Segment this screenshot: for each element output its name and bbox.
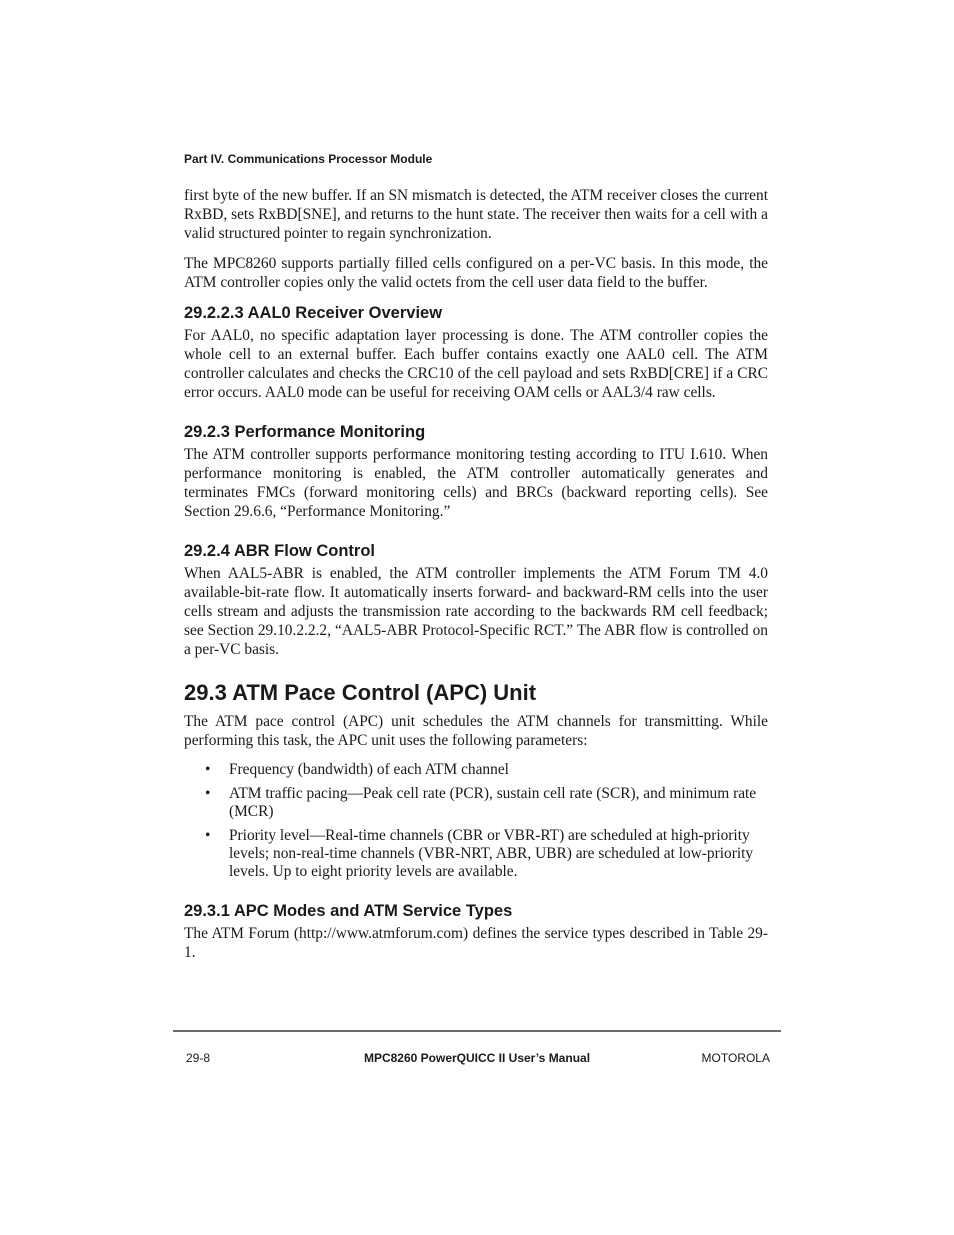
heading-apc-modes: 29.3.1 APC Modes and ATM Service Types xyxy=(184,902,513,920)
page-number: 29-8 xyxy=(186,1051,211,1065)
apc-parameter-list xyxy=(184,761,768,881)
heading-aal0-receiver: 29.2.2.3 AAL0 Receiver Overview xyxy=(184,304,443,322)
paragraph-abr-flow-control: When AAL5-ABR is enabled, the ATM controller implements the ATM Forum TM 4.0 available-bit-rate flow. It automatically inserts forward- and backward-RM cells into the user cells stream and adjusts the transmission rate according to the backwards RM cell feedback; see Section 29.10.2.2.2, “AAL5-ABR Protocol-Specific RCT.” The ABR flow is controlled on a per-VC basis. xyxy=(184,565,768,658)
list-item xyxy=(184,827,768,881)
paragraph-partial-cells: The MPC8260 supports partially filled cells configured on a per-VC basis. In this mode, the ATM controller copies only the valid octets from the cell user data field to the buffer. xyxy=(184,255,768,291)
bullet-icon: • xyxy=(205,785,211,802)
heading-performance-monitoring: 29.2.3 Performance Monitoring xyxy=(184,423,426,441)
list-item-text: ATM traffic pacing—Peak cell rate (PCR), sustain cell rate (SCR), and minimum rate (MCR) xyxy=(229,785,757,820)
bullet-icon: • xyxy=(205,827,211,844)
list-item xyxy=(184,761,768,779)
manual-title: MPC8260 PowerQUICC II User’s Manual xyxy=(363,1051,591,1065)
paragraph-continuation: first byte of the new buffer. If an SN mismatch is detected, the ATM receiver closes the current RxBD, sets RxBD[SNE], and returns to the hunt state. The receiver then waits for a cell with a valid structured pointer to regain synchronization. xyxy=(184,187,768,242)
paragraph-aal0: For AAL0, no specific adaptation layer processing is done. The ATM controller copies the whole cell to an external buffer. Each buffer contains exactly one AAL0 cell. The ATM controller calculates and checks the CRC10 of the cell payload and sets RxBD[CRE] if a CRC error occurs. AAL0 mode can be useful for receiving OAM cells or AAL3/4 raw cells. xyxy=(184,327,768,401)
bullet-icon: • xyxy=(205,761,211,778)
list-item-text: Priority level—Real-time channels (CBR or VBR-RT) are scheduled at high-priority levels; non-real-time channels (VBR-NRT, ABR, UBR) are scheduled at low-priority levels. Up to eight priority levels are available. xyxy=(229,827,754,880)
footer-rule xyxy=(173,1030,781,1032)
paragraph-apc-modes: The ATM Forum (http://www.atmforum.com) defines the service types described in Table 29-1. xyxy=(184,925,768,961)
list-item xyxy=(184,785,768,821)
paragraph-performance-monitoring: The ATM controller supports performance monitoring testing according to ITU I.610. When performance monitoring is enabled, the ATM controller automatically generates and terminates FMCs (forward monitoring cells) and BRCs (backward reporting cells). See Section 29.6.6, “Performance Monitoring.” xyxy=(184,446,768,520)
heading-apc-unit: 29.3 ATM Pace Control (APC) Unit xyxy=(184,680,537,705)
company-name: MOTOROLA xyxy=(701,1051,770,1065)
list-item-text: Frequency (bandwidth) of each ATM channel xyxy=(229,761,509,778)
heading-abr-flow-control: 29.2.4 ABR Flow Control xyxy=(184,542,375,560)
paragraph-apc-unit: The ATM pace control (APC) unit schedules the ATM channels for transmitting. While performing this task, the APC unit uses the following parameters: xyxy=(184,713,768,749)
running-head: Part IV. Communications Processor Module xyxy=(184,152,433,166)
page-body xyxy=(184,186,768,973)
